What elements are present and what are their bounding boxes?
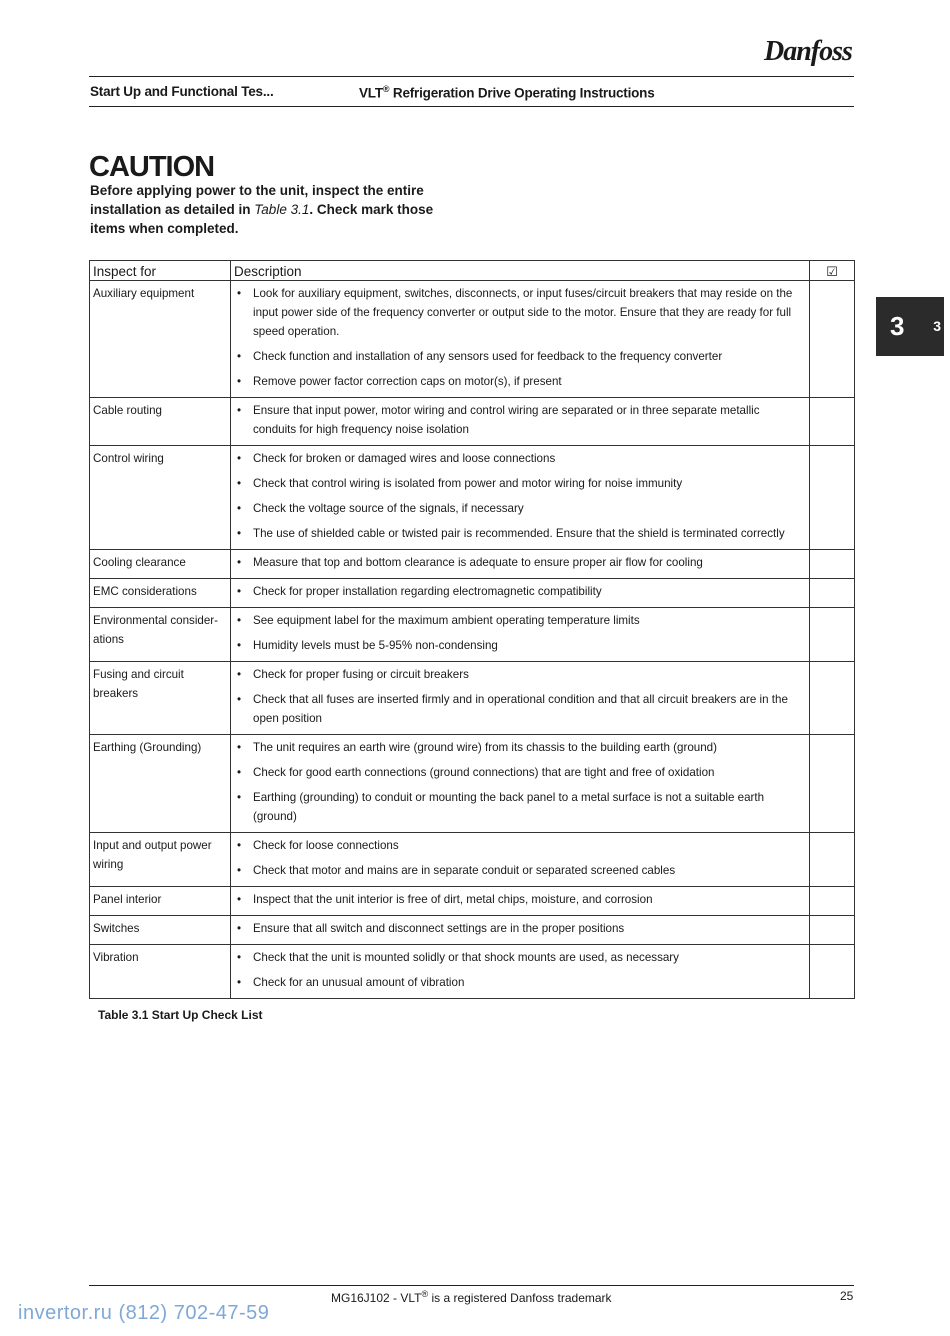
checkbox-cell[interactable] [810,833,855,887]
footer-doc-rest: is a registered Danfoss trademark [428,1291,612,1305]
description-list-item: • Check that all fuses are inserted firmly and in operational condition and that all circuit breakers are in the open position [236,690,805,728]
inspect-for-cell: Earthing (Grounding) [90,735,231,833]
checkbox-cell[interactable] [810,608,855,662]
inspect-for-cell: Vibration [90,945,231,999]
description-list-item: • The unit requires an earth wire (ground wire) from its chassis to the building earth (ground) [236,738,805,757]
footer-rule [89,1285,854,1286]
description-list-item: • Check that the unit is mounted solidly or that shock mounts are used, as necessary [236,948,805,967]
description-list [236,665,805,728]
registered-mark: ® [382,84,390,94]
checkbox-cell[interactable] [810,945,855,999]
document-title [359,84,655,101]
description-cell [231,398,810,446]
page-number: 25 [840,1289,854,1303]
inspect-for-cell: Cable routing [90,398,231,446]
watermark-link[interactable]: invertor.ru (812) 702-47-59 [18,1302,270,1324]
description-list [236,284,805,391]
description-cell [231,735,810,833]
description-list-item: • Look for auxiliary equipment, switches, disconnects, or input fuses/circuit breakers that may reside on the input power side of the frequency converter or output side to the motor. Ensure that they are ready for full speed operation. [236,284,805,341]
checkbox-cell[interactable] [810,735,855,833]
description-list [236,836,805,880]
description-list-item: • Ensure that all switch and disconnect settings are in the proper positions [236,919,805,938]
table-row [90,662,855,735]
description-list-item: • Check function and installation of any sensors used for feedback to the frequency converter [236,347,805,366]
header-rule-bottom [89,106,854,107]
description-cell [231,550,810,579]
doc-title-rest: Refrigeration Drive Operating Instructions [389,85,655,101]
description-list-item: • Check for broken or damaged wires and loose connections [236,449,805,468]
checkbox-cell[interactable] [810,550,855,579]
table-reference: Table 3.1 [254,202,310,217]
table-row [90,887,855,916]
checkmark-icon: ☑ [810,261,855,281]
description-list [236,582,805,601]
description-list-item: • Remove power factor correction caps on motor(s), if present [236,372,805,391]
description-cell [231,446,810,550]
description-list-item: • Humidity levels must be 5-95% non-condensing [236,636,805,655]
table-row [90,735,855,833]
description-cell [231,833,810,887]
description-list-item: • Measure that top and bottom clearance is adequate to ensure proper air flow for cooling [236,553,805,572]
inspect-for-cell: Input and output power wiring [90,833,231,887]
inspect-for-cell: Fusing and circuit breakers [90,662,231,735]
caution-text-before: Before applying power to the unit, inspect the entire installation as detailed in [90,183,424,217]
caution-text-after: . Check mark those items when completed. [90,202,434,236]
chapter-number: 3 [890,311,905,341]
caution-text [90,181,470,238]
description-list-item: • Check for proper installation regarding electromagnetic compatibility [236,582,805,601]
table-row [90,833,855,887]
description-cell [231,281,810,398]
checkbox-cell[interactable] [810,916,855,945]
table-row [90,550,855,579]
column-header-inspect: Inspect for [90,261,231,281]
chapter-tab-edge-mark: 3 [933,318,941,334]
description-list [236,611,805,655]
inspect-for-cell: EMC considerations [90,579,231,608]
description-list [236,919,805,938]
description-list-item: • The use of shielded cable or twisted pair is recommended. Ensure that the shield is terminated correctly [236,524,805,543]
table-row [90,446,855,550]
section-title: Start Up and Functional Tes... [90,84,274,99]
inspect-for-cell: Switches [90,916,231,945]
description-list [236,738,805,826]
checkbox-cell[interactable] [810,662,855,735]
danfoss-logo: Danfoss [764,36,852,67]
description-cell [231,662,810,735]
description-list-item: • Ensure that input power, motor wiring and control wiring are separated or in three separate metallic conduits for high frequency noise isolation [236,401,805,439]
table-row [90,281,855,398]
description-list-item: • Check for loose connections [236,836,805,855]
table-row [90,579,855,608]
description-list [236,890,805,909]
description-list-item: • Check for an unusual amount of vibration [236,973,805,992]
table-header-row [90,261,855,281]
description-list [236,449,805,543]
checkbox-cell[interactable] [810,398,855,446]
description-list-item: • Inspect that the unit interior is free of dirt, metal chips, moisture, and corrosion [236,890,805,909]
doc-title-prefix: VLT [359,85,383,101]
description-list [236,401,805,439]
description-list [236,553,805,572]
description-list-item: • Check that control wiring is isolated from power and motor wiring for noise immunity [236,474,805,493]
description-cell [231,945,810,999]
description-cell [231,608,810,662]
description-list-item: • Earthing (grounding) to conduit or mounting the back panel to a metal surface is not a suitable earth (ground) [236,788,805,826]
description-cell [231,887,810,916]
description-list-item: • Check for proper fusing or circuit breakers [236,665,805,684]
checkbox-cell[interactable] [810,579,855,608]
start-up-checklist-table [89,260,855,999]
inspect-for-cell: Environmental consider-ations [90,608,231,662]
inspect-for-cell: Control wiring [90,446,231,550]
description-cell [231,916,810,945]
caution-heading: CAUTION [89,151,215,183]
checkbox-cell[interactable] [810,446,855,550]
table-row [90,945,855,999]
description-list-item: • Check that motor and mains are in separate conduit or separated screened cables [236,861,805,880]
table-row [90,916,855,945]
checkbox-cell[interactable] [810,887,855,916]
footer-trademark [331,1289,612,1305]
chapter-tab[interactable] [876,297,944,356]
table-caption: Table 3.1 Start Up Check List [98,1008,263,1022]
inspect-for-cell: Cooling clearance [90,550,231,579]
footer-doc-prefix: MG16J102 - VLT [331,1291,422,1305]
table-row [90,398,855,446]
description-list-item: • Check for good earth connections (ground connections) that are tight and free of oxidation [236,763,805,782]
description-cell [231,579,810,608]
inspect-for-cell: Panel interior [90,887,231,916]
table-body [90,281,855,999]
inspect-for-cell: Auxiliary equipment [90,281,231,398]
column-header-description: Description [231,261,810,281]
footer-registered-mark: ® [421,1289,429,1299]
description-list-item: • See equipment label for the maximum ambient operating temperature limits [236,611,805,630]
description-list-item: • Check the voltage source of the signals, if necessary [236,499,805,518]
description-list [236,948,805,992]
checkbox-cell[interactable] [810,281,855,398]
table-row [90,608,855,662]
header-rule-top [89,76,854,77]
